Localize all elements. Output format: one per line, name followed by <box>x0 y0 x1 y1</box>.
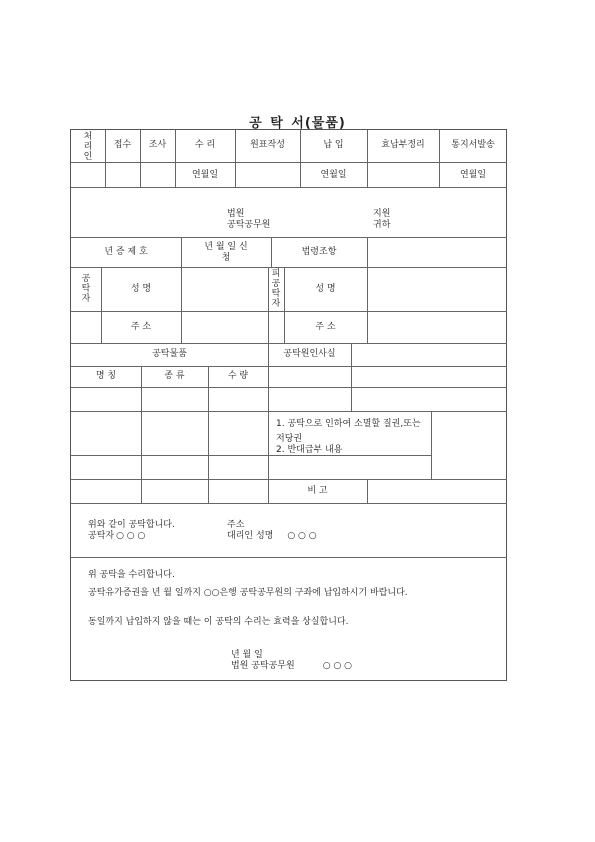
col-name: 명 칭 <box>95 371 117 381</box>
header-payment: 납 입 <box>323 140 344 150</box>
acceptance-line1: 위 공탁을 수리합니다. <box>88 570 175 580</box>
depositor-address-label: 주 소 <box>130 322 152 332</box>
form-title: 공 탁 서(물품) <box>249 116 346 131</box>
depositee-label: 피공탁자 <box>271 269 281 309</box>
depositor-name-label: 성 명 <box>130 284 152 294</box>
depositor-label: 공탁자 <box>81 274 91 304</box>
header-notice: 통지서발송 <box>451 140 495 150</box>
header-acceptance: 수 리 <box>194 140 216 150</box>
ymd-accept: 연월일 <box>191 170 219 180</box>
col-qty: 수 량 <box>227 371 249 381</box>
declaration-text: 위와 같이 공탁합니다. <box>88 520 175 530</box>
declaration-agent: 대리인 성명 ○ ○ ○ <box>227 531 317 541</box>
header-handler: 처리인 <box>83 132 93 162</box>
declaration-depositor: 공탁자 ○ ○ ○ <box>88 531 146 541</box>
acceptance-line2: 공탁유가증권을 년 월 일까지 ○○은행 공탁공무원의 구좌에 납입하시기 바랍니다. <box>88 588 408 598</box>
header-ledger: 원표작성 <box>250 140 285 150</box>
goods-label: 공탁물품 <box>152 349 187 359</box>
acceptance-officer: 법원 공탁공무원 ○ ○ ○ <box>231 661 353 671</box>
header-receipt: 접수 <box>113 140 132 150</box>
officer-label: 공탁공무원 <box>227 220 271 230</box>
remarks-label: 비 고 <box>307 486 328 496</box>
law-label: 법령조항 <box>301 247 337 257</box>
ymd-payment: 연월일 <box>320 170 347 180</box>
depositee-address-label: 주 소 <box>315 322 336 332</box>
declaration-address: 주소 <box>227 520 245 530</box>
branch-label: 지원 <box>373 209 391 219</box>
acceptance-date: 년 월 일 <box>231 650 263 660</box>
note-counter: 2. 반대급부 내용 <box>276 445 343 455</box>
honorific-label: 귀하 <box>373 220 391 230</box>
col-kind: 종 류 <box>164 371 185 381</box>
form-table <box>70 129 507 681</box>
year-cert-label: 년 증 제 호 <box>104 247 148 257</box>
header-settlement: 효납부정리 <box>381 140 425 150</box>
depositee-name-label: 성 명 <box>315 284 336 294</box>
date-app-label: 년 월 일 신청 <box>204 242 248 263</box>
ymd-notice: 연월일 <box>459 170 487 180</box>
header-investigation: 조사 <box>148 140 167 150</box>
acceptance-line3: 동일까지 납입하지 않을 때는 이 공탁의 수리는 효력을 상실합니다. <box>88 617 349 627</box>
court-label: 법원 <box>227 209 245 219</box>
cause-label: 공탁원인사실 <box>283 349 336 359</box>
note-pledge: 1. 공탁으로 인하여 소멸할 질권,또는 저당권 <box>276 419 421 444</box>
